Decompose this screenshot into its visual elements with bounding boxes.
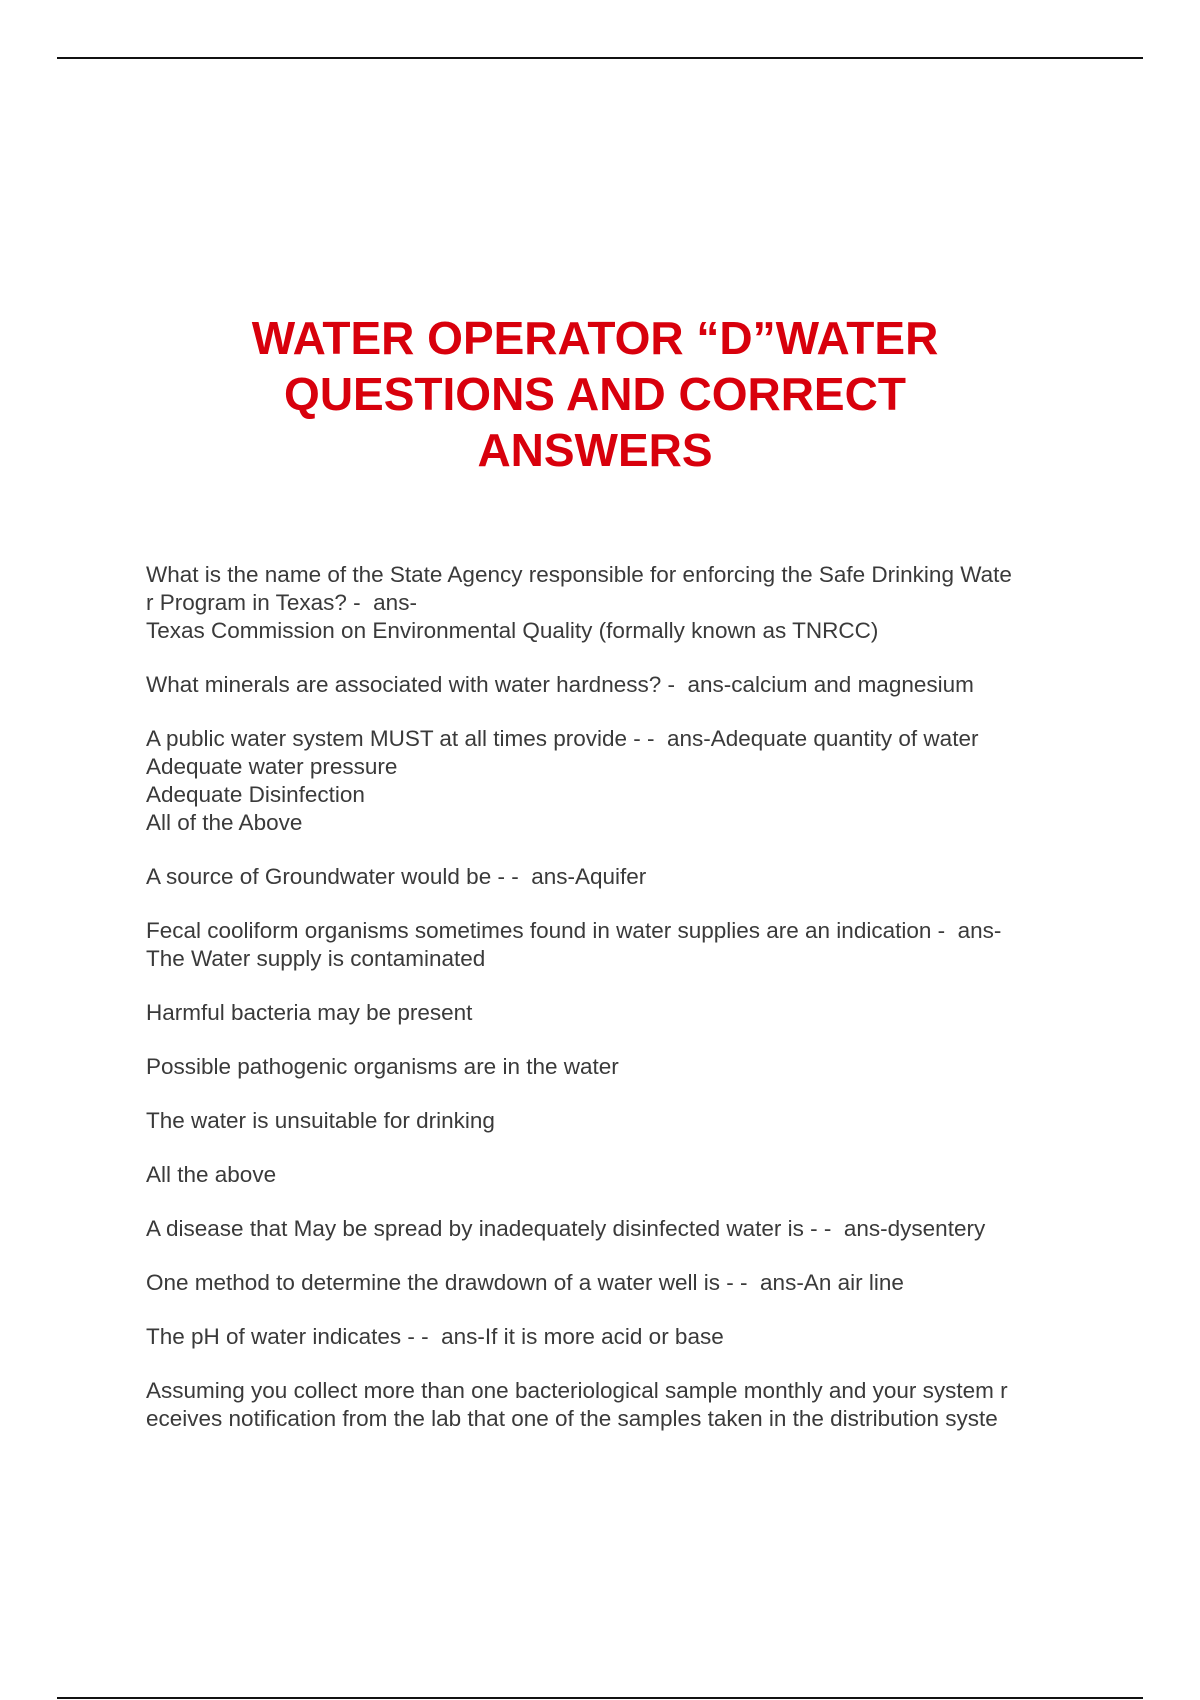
qa-line: What minerals are associated with water hardness? - ans-calcium and magnesium (146, 672, 974, 697)
qa-line: A public water system MUST at all times provide - - ans-Adequate quantity of water (146, 726, 979, 751)
top-rule (57, 57, 1143, 59)
qa-line: One method to determine the drawdown of a water well is - - ans-An air line (146, 1270, 904, 1295)
title-line-1: WATER OPERATOR “D”WATER (251, 312, 939, 364)
qa-line: Texas Commission on Environmental Quality (formally known as TNRCC) (146, 618, 879, 643)
qa-list (146, 561, 1096, 1459)
qa-line: The Water supply is contaminated (146, 946, 486, 971)
qa-item (146, 1377, 1096, 1433)
qa-line: Adequate Disinfection (146, 782, 365, 807)
qa-line: Adequate water pressure (146, 754, 398, 779)
qa-item (146, 725, 1096, 837)
qa-line: r Program in Texas? - ans- (146, 590, 417, 615)
qa-line: A source of Groundwater would be - - ans-Aquifer (146, 864, 647, 889)
qa-item (146, 1107, 1096, 1135)
qa-item (146, 917, 1096, 973)
qa-item (146, 1161, 1096, 1189)
title-line-2: QUESTIONS AND CORRECT (284, 368, 906, 420)
qa-line: What is the name of the State Agency responsible for enforcing the Safe Drinking Wate (146, 562, 1012, 587)
qa-line: A disease that May be spread by inadequately disinfected water is - - ans-dysentery (146, 1216, 986, 1241)
qa-line: The pH of water indicates - - ans-If it is more acid or base (146, 1324, 724, 1349)
qa-item (146, 863, 1096, 891)
qa-line: eceives notification from the lab that one of the samples taken in the distribution syste (146, 1406, 998, 1431)
qa-item (146, 1323, 1096, 1351)
qa-line: Assuming you collect more than one bacteriological sample monthly and your system r (146, 1378, 1008, 1403)
qa-item (146, 671, 1096, 699)
qa-item (146, 1269, 1096, 1297)
qa-line: The water is unsuitable for drinking (146, 1108, 495, 1133)
title-line-3: ANSWERS (477, 424, 713, 476)
qa-item (146, 1215, 1096, 1243)
qa-item (146, 561, 1096, 645)
qa-line: All the above (146, 1162, 277, 1187)
qa-item (146, 999, 1096, 1027)
bottom-rule (57, 1697, 1143, 1699)
qa-item (146, 1053, 1096, 1081)
qa-line: Fecal cooliform organisms sometimes found in water supplies are an indication - ans- (146, 918, 1002, 943)
qa-line: Harmful bacteria may be present (146, 1000, 473, 1025)
qa-line: All of the Above (146, 810, 303, 835)
document-title (150, 310, 1040, 478)
qa-line: Possible pathogenic organisms are in the water (146, 1054, 619, 1079)
